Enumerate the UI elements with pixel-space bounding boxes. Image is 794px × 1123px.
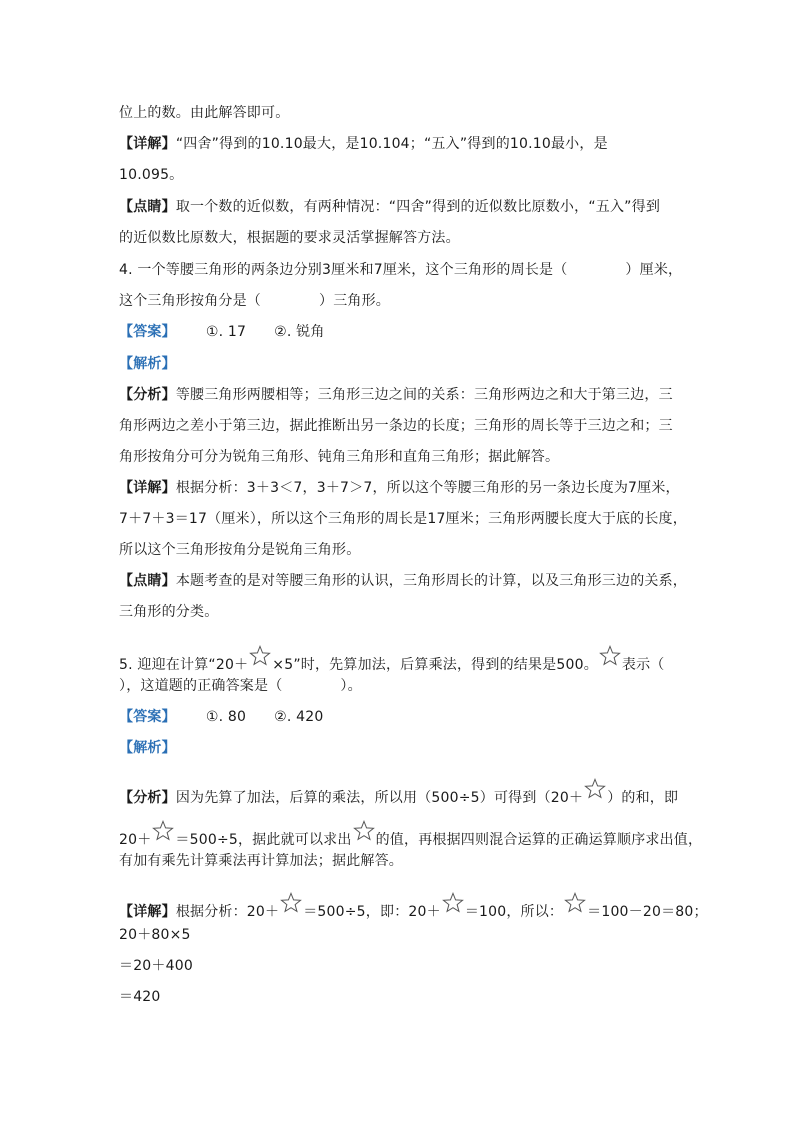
star-icon — [280, 892, 302, 914]
line-text: 20＋ — [119, 832, 152, 848]
line-text: 10.095。 — [119, 167, 184, 183]
line-text: 因为先算了加法，后算的乘法，所以用（500÷5）可得到（20＋ — [175, 790, 584, 806]
detail-tag: 【详解】 — [119, 136, 176, 152]
calc-text: ＝420 — [119, 989, 161, 1005]
star-icon — [599, 645, 621, 667]
line-text: ＝500÷5，据此就可以求出 — [175, 832, 352, 848]
question-text: ）。 — [340, 678, 362, 694]
text-line — [119, 602, 218, 622]
line-text: 角形两边之差小于第三边，据此推断出另一条边的长度；三角形的周长等于三边之和；三 — [119, 418, 673, 434]
text-line — [119, 447, 559, 467]
detail-section — [119, 478, 680, 498]
line-text: 7＋7＋3＝17（厘米），所以这个三角形的周长是17厘米；三角形两腰长度大于底的长度， — [119, 511, 687, 527]
text-line — [119, 509, 687, 529]
calc-text: ＝20＋400 — [119, 958, 193, 974]
question-4-line-2 — [119, 291, 390, 311]
line-text: ＝500÷5，即：20＋ — [303, 904, 441, 920]
line-text: 取一个数的近似数，有两种情况：“四舍”得到的近似数比原数小，“五入”得到 — [175, 199, 661, 215]
analysis-section — [119, 385, 673, 405]
comment-section — [119, 197, 660, 217]
text-line — [119, 103, 289, 123]
line-text: 的值，再根据四则混合运算的正确运算顺序求出值， — [375, 832, 703, 848]
question-text: 表示（ — [621, 657, 665, 673]
star-icon — [564, 892, 586, 914]
text-line — [119, 165, 183, 185]
analysis-tag: 【解析】 — [119, 356, 176, 372]
detail-section — [119, 134, 608, 154]
question-text: 这个三角形按角分是（ — [119, 293, 261, 309]
answer-value: ②. 锐角 — [274, 324, 325, 340]
text-line — [119, 416, 673, 436]
answer-value: ②. 420 — [274, 709, 324, 725]
line-text: 根据分析：3＋3＜7，3＋7＞7，所以这个等腰三角形的另一条边长度为7厘米， — [175, 480, 680, 496]
detail-tag: 【详解】 — [119, 480, 176, 496]
detail-section — [119, 892, 708, 922]
star-icon — [584, 778, 606, 800]
question-5-line-2 — [119, 676, 362, 696]
question-text: ），这道题的正确答案是（ — [119, 678, 283, 694]
calc-line — [119, 925, 191, 945]
text-line — [119, 540, 360, 560]
answer-value: ①. 80 — [205, 709, 247, 725]
line-text: ）的和，即 — [607, 790, 679, 806]
line-text: 有加有乘先计算乘法再计算加法；据此解答。 — [119, 853, 403, 869]
calc-line — [119, 987, 161, 1007]
star-icon — [353, 820, 375, 842]
star-icon — [152, 820, 174, 842]
line-text: 位上的数。由此解答即可。 — [119, 105, 290, 121]
question-text: 5. 迎迎在计算“20＋ — [119, 657, 249, 673]
analysis-sub-tag: 【分析】 — [119, 790, 176, 806]
line-text: ＝100－20＝80； — [587, 904, 708, 920]
star-icon — [442, 892, 464, 914]
analysis-heading — [119, 738, 176, 758]
question-text: 4. 一个等腰三角形的两条边分别3厘米和7厘米，这个三角形的周长是（ — [119, 262, 568, 278]
answer-row — [119, 707, 323, 727]
analysis-heading — [119, 354, 176, 374]
calc-line — [119, 956, 193, 976]
comment-tag: 【点睛】 — [119, 573, 176, 589]
question-4 — [119, 260, 682, 280]
detail-tag: 【详解】 — [119, 904, 176, 920]
question-5 — [119, 645, 665, 675]
line-text: 本题考查的是对等腰三角形的认识，三角形周长的计算，以及三角形三边的关系， — [175, 573, 688, 589]
analysis-sub-tag: 【分析】 — [119, 387, 176, 403]
question-text: ）厘米， — [625, 262, 683, 278]
comment-section — [119, 571, 687, 591]
line-text: 角形按角分可分为锐角三角形、钝角三角形和直角三角形；据此解答。 — [119, 449, 560, 465]
line-text: ＝100，所以： — [464, 904, 564, 920]
star-icon — [249, 645, 271, 667]
comment-tag: 【点睛】 — [119, 199, 176, 215]
answer-tag: 【答案】 — [119, 709, 176, 725]
analysis-section — [119, 778, 678, 808]
text-line — [119, 228, 460, 248]
text-line — [119, 851, 403, 871]
answer-row — [119, 322, 325, 342]
line-text: 的近似数比原数大，根据题的要求灵活掌握解答方法。 — [119, 230, 460, 246]
calc-text: 20＋80×5 — [119, 927, 191, 943]
text-line — [119, 820, 702, 850]
line-text: 三角形的分类。 — [119, 604, 219, 620]
analysis-tag: 【解析】 — [119, 740, 176, 756]
question-text: ）三角形。 — [319, 293, 390, 309]
line-text: 所以这个三角形按角分是锐角三角形。 — [119, 542, 361, 558]
line-text: 根据分析：20＋ — [175, 904, 280, 920]
answer-value: ①. 17 — [205, 324, 247, 340]
line-text: “四舍”得到的10.10最大，是10.104；“五入”得到的10.10最小，是 — [175, 136, 608, 152]
answer-tag: 【答案】 — [119, 324, 176, 340]
question-text: ×5”时，先算加法，后算乘法，得到的结果是500。 — [272, 657, 598, 673]
line-text: 等腰三角形两腰相等；三角形三边之间的关系：三角形两边之和大于第三边，三 — [175, 387, 673, 403]
